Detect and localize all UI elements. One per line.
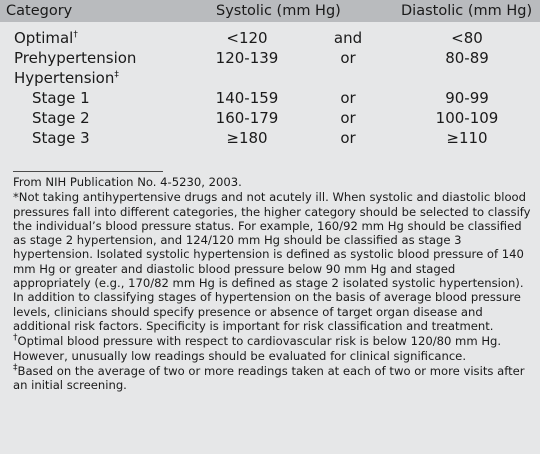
header-systolic: Systolic (mm Hg) — [216, 3, 341, 19]
footnote-dagger: †Optimal blood pressure with respect to cardiovascular risk is below 120/80 mm Hg. However, unusually low readings should be evaluated for clinical significance. — [13, 333, 502, 363]
row-connector: and — [333, 29, 363, 47]
row-category: Stage 3 — [32, 129, 90, 147]
footnote-double-dagger: ‡Based on the average of two or more readings taken at each of two or more visits after an initial screening. — [13, 363, 525, 393]
row-diastolic: ≥110 — [446, 129, 488, 147]
table-row — [0, 68, 540, 88]
dagger-symbol: † — [13, 333, 18, 344]
double-dagger-symbol: ‡ — [13, 363, 18, 373]
row-systolic: 140-159 — [215, 89, 279, 107]
header-category: Category — [6, 3, 73, 19]
double-dagger-mark: ‡ — [114, 70, 119, 80]
footnote-asterisk: *Not taking antihypertensive drugs and not acutely ill. When systolic and diastolic blood pressures fall into different categories, the higher category should be selected to classify the individual’s blood pressure status. For example, 160/92 mm Hg should be classified as stage 2 hypertension, and 124/120 mm Hg should be classified as stage 3 hypertension. Isolated systolic hypertension is defined as systolic blood pressure of 140 mm Hg or greater and diastolic blood pressure below 90 mm Hg and staged appropriately (e.g., 170/82 mm Hg is defined as stage 2 isolated systolic hypertension). In addition to classifying stages of hypertension on the basis of average blood pressure levels, clinicians should specify presence or absence of target organ disease and additional risk factors. Specificity is important for risk classification and treatment. — [13, 190, 531, 333]
row-diastolic: 80-89 — [445, 49, 489, 67]
table-header — [0, 0, 540, 22]
table-row — [0, 28, 540, 48]
dagger-mark: † — [73, 30, 78, 40]
table-row — [0, 128, 540, 148]
row-systolic: ≥180 — [226, 129, 268, 147]
row-systolic: 120-139 — [215, 49, 279, 67]
header-diastolic: Diastolic (mm Hg) — [401, 3, 533, 19]
row-systolic: 160-179 — [215, 109, 279, 127]
table-row — [0, 108, 540, 128]
row-connector: or — [340, 129, 356, 147]
footnote-divider — [13, 171, 163, 172]
row-category: Prehypertension — [14, 49, 137, 67]
row-category: Stage 2 — [32, 109, 90, 127]
row-diastolic: 90-99 — [445, 89, 489, 107]
footnote-source: From NIH Publication No. 4-5230, 2003. — [13, 175, 242, 189]
row-category: Optimal† — [14, 29, 78, 47]
table-row — [0, 88, 540, 108]
asterisk-symbol: * — [13, 190, 19, 205]
table-body — [0, 28, 540, 148]
row-category: Stage 1 — [32, 89, 90, 107]
row-systolic: <120 — [226, 29, 268, 47]
row-connector: or — [340, 109, 356, 127]
table-row — [0, 48, 540, 68]
row-category: Hypertension‡ — [14, 69, 119, 87]
footnotes — [13, 175, 533, 393]
row-connector: or — [340, 49, 356, 67]
row-diastolic: <80 — [451, 29, 483, 47]
row-connector: or — [340, 89, 356, 107]
row-diastolic: 100-109 — [435, 109, 499, 127]
